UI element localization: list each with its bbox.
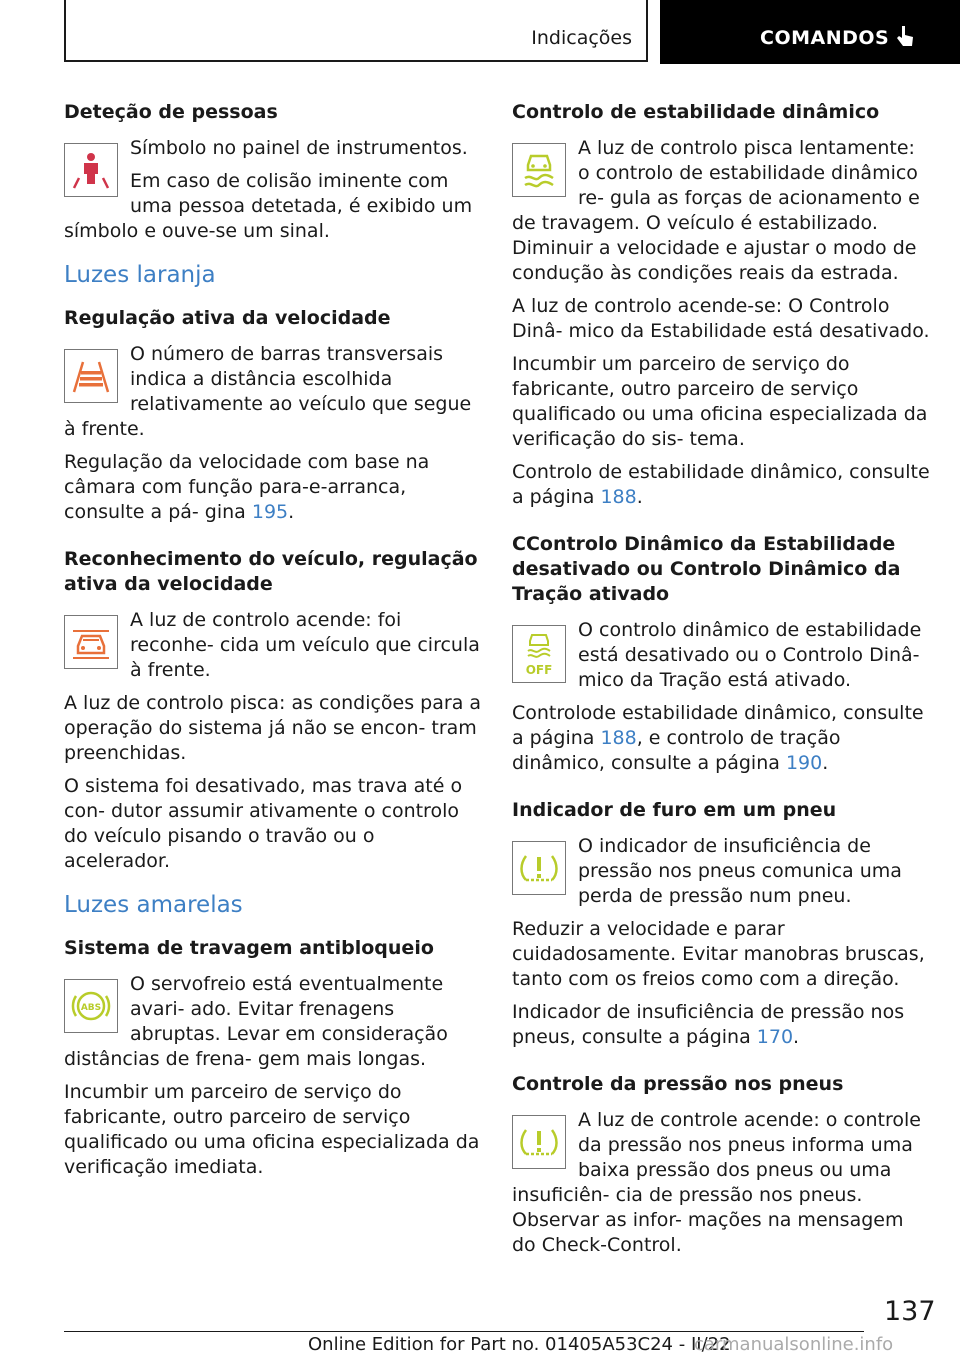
pedestrian-warning-icon — [64, 143, 118, 197]
page-number: 137 — [884, 1296, 936, 1327]
tire-pressure-title: Controle da pressão nos pneus — [512, 1073, 844, 1095]
dsc-off-text-1: O controlo dinâmico de estabilidade está desativado ou o Controlo Dinâ- mico da Tração está ativado. — [578, 619, 922, 691]
stability-control-off-icon — [512, 625, 566, 683]
acc-title: Regulação ativa da velocidade — [64, 307, 391, 329]
tire-pressure-text-1: A luz de controle acende: o controle da pressão nos pneus informa uma baixa pressão dos pneus ou uma insuficiên- cia de pressão nos pneus. Observar as infor- mações na mensagem do Check-Control. — [512, 1109, 921, 1256]
abs-text-2: Incumbir um parceiro de serviço do fabricante, outro parceiro de serviço qualificado ou uma oficina especializada da verificação imediata. — [64, 1081, 480, 1178]
watermark: carmanualsonline.info — [694, 1334, 894, 1355]
page-link-188-b[interactable]: 188 — [600, 727, 637, 749]
svg-text:ABS: ABS — [80, 1003, 102, 1013]
dsc-off-text-2: Controlode estabilidade dinâmico, consulte a página 188, e controlo de tração dinâmico, consulte a página 190. — [512, 702, 924, 774]
dsc-text-2: A luz de controlo acende-se: O Controlo Dinâ- mico da Estabilidade está desativado. — [512, 295, 930, 342]
vehicle-detected-icon — [64, 615, 118, 669]
flat-tire-icon — [512, 841, 566, 895]
distance-bars-icon — [64, 349, 118, 403]
dsc-text-4: Controlo de estabilidade dinâmico, consulte a página 188. — [512, 461, 930, 508]
vehicle-detection-title: Reconhecimento do veículo, regulação ativa da velocidade — [64, 548, 478, 595]
header-chapter-box — [660, 0, 960, 64]
footer-divider — [64, 1331, 864, 1332]
header-section-box — [64, 0, 648, 62]
acc-text-1: O número de barras transversais indica a distância escolhida relativamente ao veículo que segue à frente. — [64, 343, 472, 440]
person-detection-text-2: Em caso de colisão iminente com uma pessoa detetada, é exibido um símbolo e ouve-se um sinal. — [64, 170, 473, 242]
flat-tire-text-2: Reduzir a velocidade e parar cuidadosamente. Evitar manobras bruscas, tanto com os freios como com a direção. — [512, 918, 925, 990]
abs-title: Sistema de travagem antibloqueio — [64, 937, 434, 959]
vehicle-detection-text-1: A luz de controlo acende: foi reconhe- cida um veículo que circula à frente. — [130, 609, 480, 681]
abs-text-1: O servofreio está eventualmente avari- ado. Evitar frenagens abruptas. Levar em consideração distâncias de frena- gem mais longas. — [64, 973, 448, 1070]
acc-text-2: Regulação da velocidade com base na câmara com função para-e-arranca, consulte a pá- gina 195. — [64, 451, 430, 523]
stability-control-icon — [512, 143, 566, 197]
flat-tire-text-1: O indicador de insuficiência de pressão nos pneus comunica uma perda de pressão num pneu. — [578, 835, 902, 907]
page-link-190[interactable]: 190 — [785, 752, 823, 774]
header-chapter-title: COMANDOS — [760, 27, 890, 49]
abs-icon — [64, 979, 118, 1033]
tire-pressure-icon — [512, 1115, 566, 1169]
person-detection-title: Deteção de pessoas — [64, 101, 278, 123]
orange-lights-heading: Luzes laranja — [64, 262, 216, 288]
page-link-170[interactable]: 170 — [756, 1026, 794, 1048]
dsc-text-3: Incumbir um parceiro de serviço do fabricante, outro parceiro de serviço qualificado ou uma oficina especializada da verificação do sis- tema. — [512, 353, 928, 450]
person-detection-text-1: Símbolo no painel de instrumentos. — [130, 137, 468, 159]
vehicle-detection-text-3: O sistema foi desativado, mas trava até o con- dutor assumir ativamente o controlo do veículo pisando o travão ou o acelerador. — [64, 775, 463, 872]
pointing-hand-icon — [894, 24, 916, 50]
flat-tire-title: Indicador de furo em um pneu — [512, 799, 837, 821]
edition-note: Online Edition for Part no. 01405A53C24 - II/22 — [308, 1334, 731, 1355]
vehicle-detection-text-2: A luz de controlo pisca: as condições para a operação do sistema já não se encon- tram preenchidas. — [64, 692, 482, 764]
dsc-title: Controlo de estabilidade dinâmico — [512, 101, 880, 123]
header-section-title: Indicações — [531, 27, 632, 49]
svg-text:OFF: OFF — [525, 663, 553, 677]
right-column — [512, 100, 932, 1266]
yellow-lights-heading: Luzes amarelas — [64, 892, 243, 918]
left-column — [64, 100, 484, 1188]
dsc-off-title: CControlo Dinâmico da Estabilidade desativado ou Controlo Dinâmico da Tração ativado — [512, 533, 901, 605]
page-link-195[interactable]: 195 — [251, 501, 289, 523]
page-link-188[interactable]: 188 — [600, 486, 637, 508]
flat-tire-text-3: Indicador de insuficiência de pressão nos pneus, consulte a página 170. — [512, 1001, 905, 1048]
dsc-text-1: A luz de controlo pisca lentamente: o controlo de estabilidade dinâmico re- gula as forças de acionamento e de travagem. O veículo é estabilizado. Diminuir a velocidade e ajustar o modo de condução às condições reais da estrada. — [512, 137, 920, 284]
